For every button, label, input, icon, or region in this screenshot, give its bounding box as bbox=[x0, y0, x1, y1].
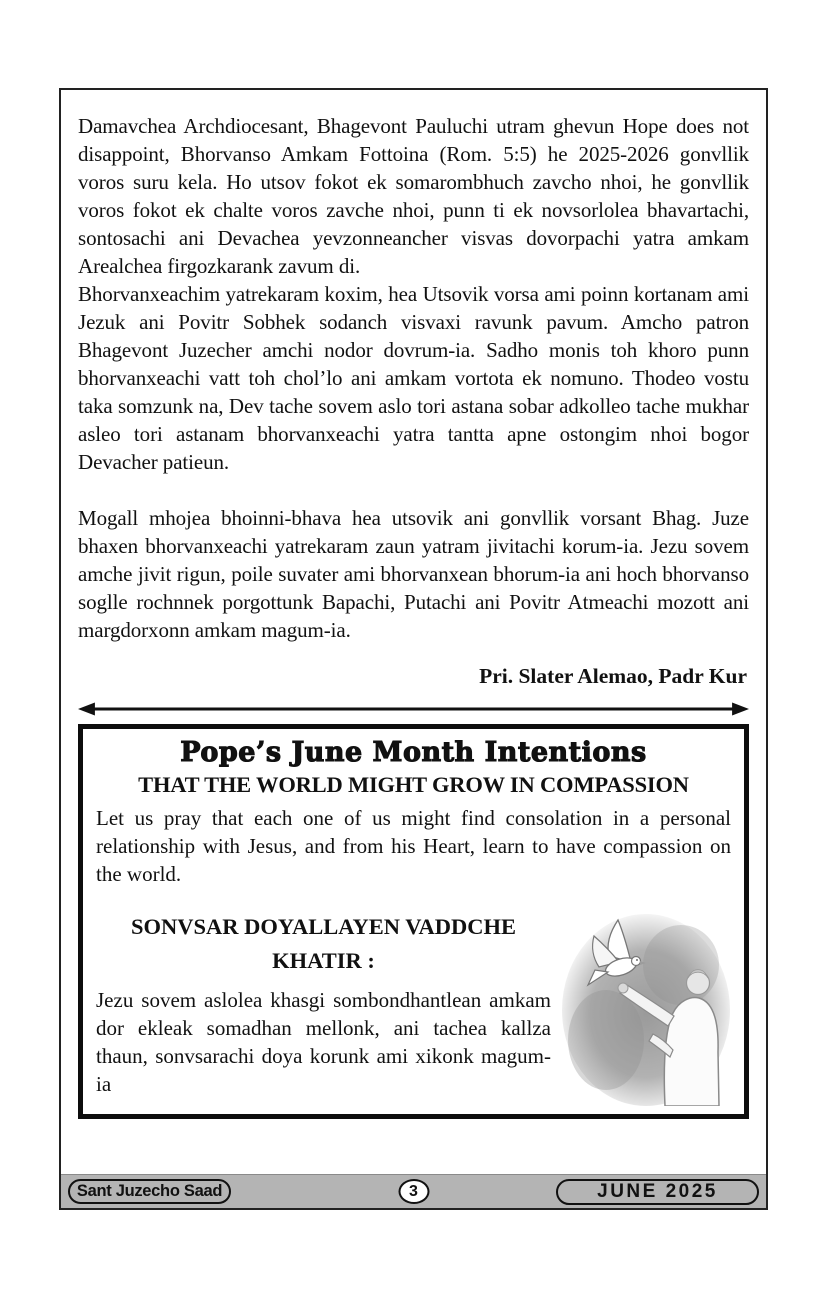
page-border-frame bbox=[59, 88, 768, 1210]
intentions-konkani-section bbox=[96, 910, 731, 1106]
article-paragraph-1: Damavchea Archdiocesant, Bhagevont Pauluchi utram ghevun Hope does not disappoint, Bhorvanso Amkam Fottoina (Rom. 5:5) he 2025-2026 gonvllik voros suru kela. Ho utsov fokot ek somarombhuch zavcho nhoi, he gonvllik voros fokot ek chalte voros zavche nhoi, punn ti ek novsorlolea bhavartachi, sontosachi ani Devachea yevzonneancher visvas dovorpachi yatra amkam Arealchea firgozkarank zavum di. bbox=[78, 114, 749, 278]
konkani-heading-line1: SONVSAR DOYALLAYEN VADDCHE bbox=[130, 914, 517, 939]
newsletter-name-badge: Sant Juzecho Saad bbox=[68, 1179, 231, 1204]
intentions-subtitle: THAT THE WORLD MIGHT GROW IN COMPASSION bbox=[138, 772, 689, 797]
article-paragraph-2: Bhorvanxeachim yatrekaram koxim, hea Utsovik vorsa ami poinn kortanam ami Jezuk ani Povitr Sobhek sodanch visvaxi ravunk pavum. Amcho patron Bhagevont Juzecher amchi nodor dovrum-ia. Sadho monis toh khoro punn bhorvanxeachi vatt toh chol’lo ani amkam vortota ek nomuno. Thodeo vostu taka somzunk na, Dev tache sovem aslo tori astana sobar adkolleo tache mukhar asleo tori astanam bhorvanxeachi yatra tantta apne ostongim nhoi bogor Devacher patieun. bbox=[78, 282, 749, 474]
author-signature: Pri. Slater Alemao, Padr Kur bbox=[479, 664, 747, 688]
konkani-heading bbox=[96, 910, 551, 978]
pope-intentions-box bbox=[78, 724, 749, 1119]
konkani-heading-line2: KHATIR : bbox=[272, 948, 375, 973]
konkani-text-column bbox=[96, 910, 561, 1098]
intentions-body: Let us pray that each one of us might find consolation in a personal relationship with Jesus, and from his Heart, learn to have compassion on the world. bbox=[96, 806, 731, 886]
article-paragraph-3: Mogall mhojea bhoinni-bhava hea utsovik ani gonvllik vorsant Bhag. Juze bhaxen bhorvanxeachi yatrekaram zaun yatram jivitachi korum-ia. Jezu sovem amche jivit rigun, poile suvater ami bhorvanxean bhorum-ia ani hoch bhorvanso soglle rochnnek porgottunk Bapachi, Putachi ani Povitr Atmeachi mozott ani margdorxonn amkam magum-ia. bbox=[78, 506, 749, 642]
intentions-title: Pope’s June Month Intentions bbox=[180, 737, 647, 768]
page-number-badge: 3 bbox=[398, 1179, 429, 1204]
left-right-arrow-icon bbox=[78, 701, 749, 717]
footer-bar bbox=[61, 1174, 766, 1208]
page-content bbox=[61, 90, 766, 1119]
issue-date-badge: JUNE 2025 bbox=[556, 1179, 759, 1205]
konkani-body: Jezu sovem aslolea khasgi sombondhantlean amkam dor ekleak somadhan mellonk, ani tachea kallza thaun, sonvsarachi doya korunk ami xikonk magum-ia bbox=[96, 988, 551, 1096]
pope-dove-image bbox=[561, 910, 731, 1106]
